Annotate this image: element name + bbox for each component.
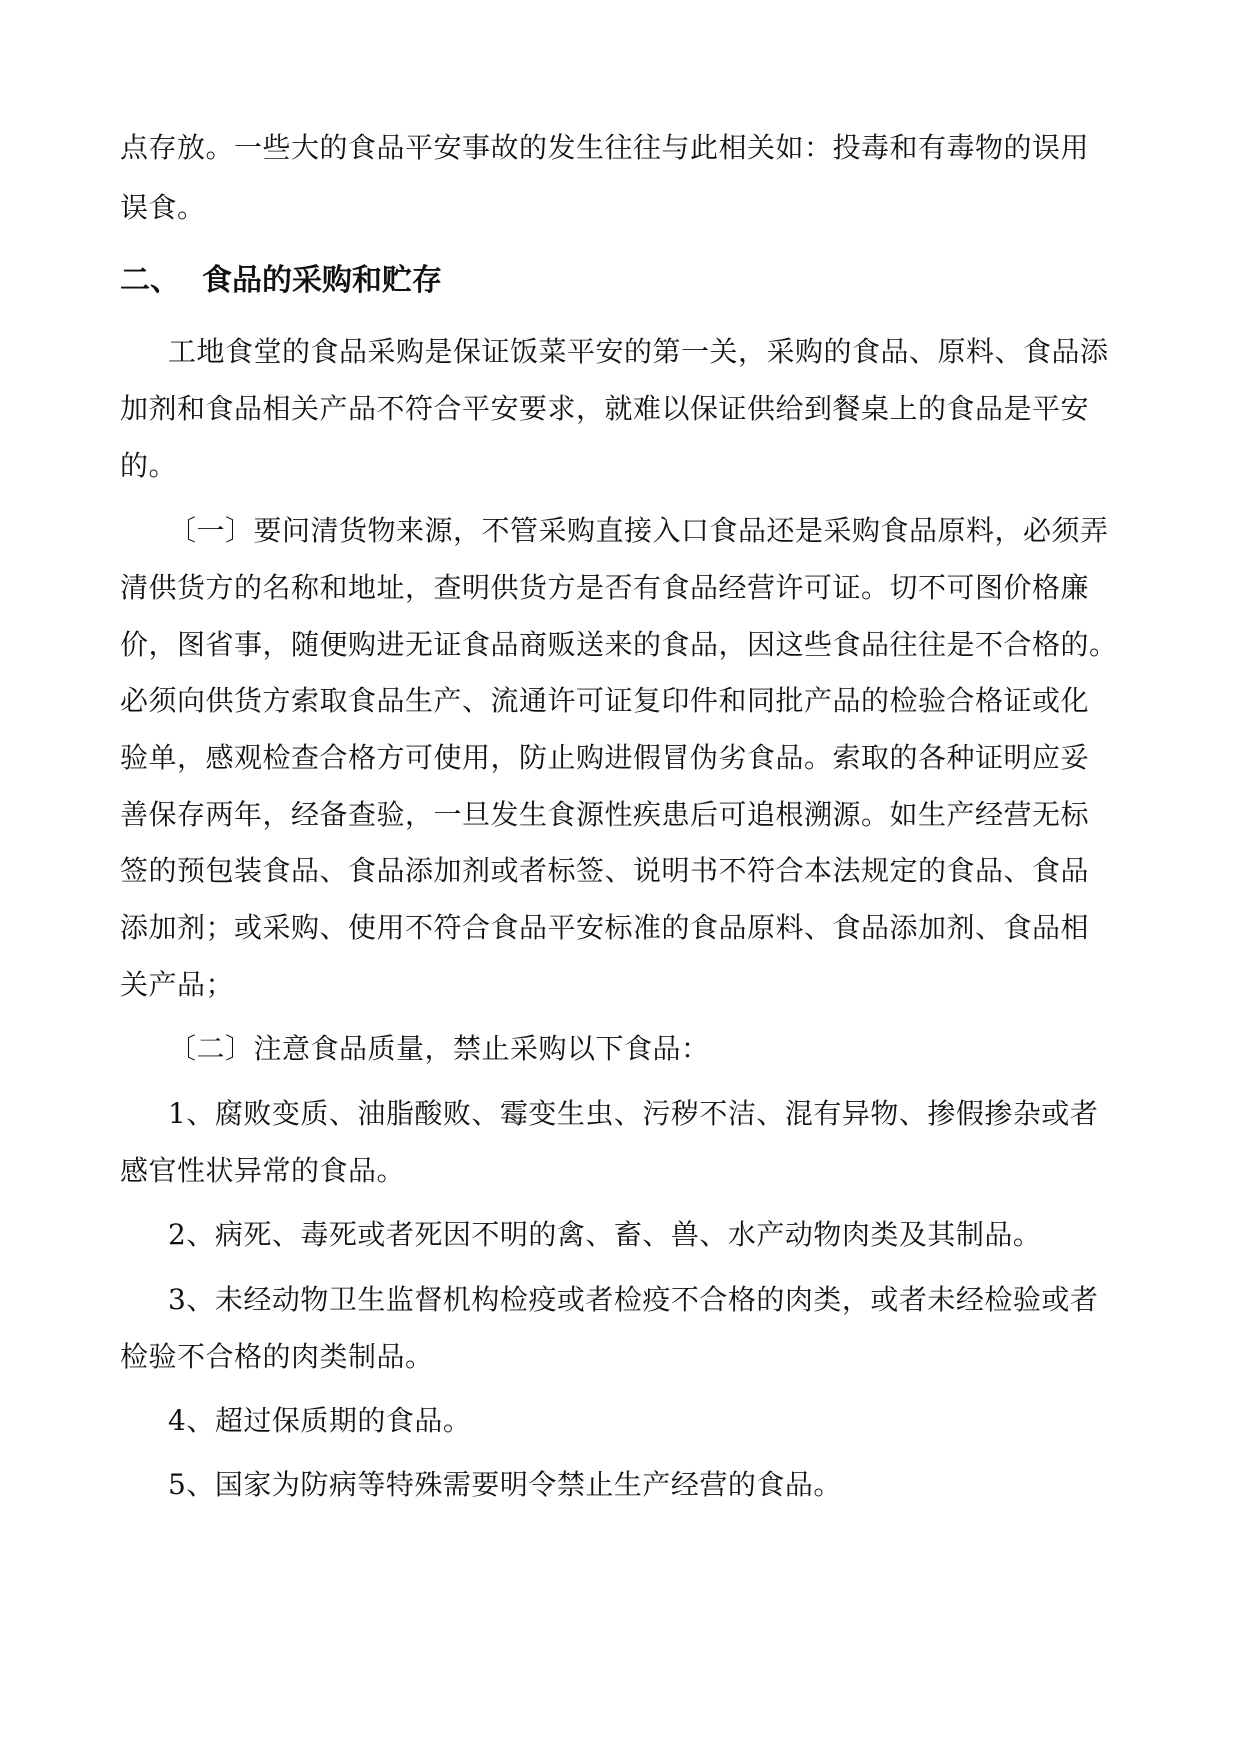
list-item: 4、超过保质期的食品。 (168, 1404, 472, 1437)
text-line: 善保存两年，经备查验，一旦发生食源性疾患后可追根溯源。如生产经营无标 (120, 798, 1090, 831)
list-item: 2、病死、毒死或者死因不明的禽、畜、兽、水产动物肉类及其制品。 (168, 1218, 1042, 1251)
text-line: 〔一〕要问清货物来源，不管采购直接入口食品还是采购食品原料，必须弄 (168, 514, 1109, 547)
text-line: 工地食堂的食品采购是保证饭菜平安的第一关，采购的食品、原料、食品添 (168, 335, 1109, 368)
text-line: 的。 (120, 449, 178, 482)
subsection-heading: 〔二〕注意食品质量，禁止采购以下食品： (168, 1032, 710, 1065)
text-line: 关产品； (120, 968, 235, 1001)
section-number: 二、 (120, 263, 180, 298)
list-item: 5、国家为防病等特殊需要明令禁止生产经营的食品。 (168, 1468, 842, 1501)
text-line: 添加剂；或采购、使用不符合食品平安标准的食品原料、食品添加剂、食品相 (120, 911, 1090, 944)
list-item: 1、腐败变质、油脂酸败、霉变生虫、污秽不洁、混有异物、掺假掺杂或者 (168, 1097, 1099, 1130)
text-line: 必须向供货方索取食品生产、流通许可证复印件和同批产品的检验合格证或化 (120, 684, 1090, 717)
list-item-continued: 检验不合格的肉类制品。 (120, 1340, 434, 1373)
text-line: 点存放。一些大的食品平安事故的发生往往与此相关如：投毒和有毒物的误用 (120, 131, 1090, 164)
text-line: 签的预包装食品、食品添加剂或者标签、说明书不符合本法规定的食品、食品 (120, 854, 1090, 887)
list-item: 3、未经动物卫生监督机构检疫或者检疫不合格的肉类，或者未经检验或者 (168, 1283, 1099, 1316)
text-line: 加剂和食品相关产品不符合平安要求，就难以保证供给到餐桌上的食品是平安 (120, 392, 1090, 425)
section-heading (120, 262, 442, 300)
text-line: 验单，感观检查合格方可使用，防止购进假冒伪劣食品。索取的各种证明应妥 (120, 741, 1090, 774)
list-item-continued: 感官性状异常的食品。 (120, 1154, 406, 1187)
text-line: 清供货方的名称和地址，查明供货方是否有食品经营许可证。切不可图价格廉 (120, 571, 1090, 604)
section-title: 食品的采购和贮存 (202, 263, 442, 298)
text-line: 误食。 (120, 191, 206, 224)
text-line: 价，图省事，随便购进无证食品商贩送来的食品，因这些食品往往是不合格的。 (120, 628, 1118, 661)
